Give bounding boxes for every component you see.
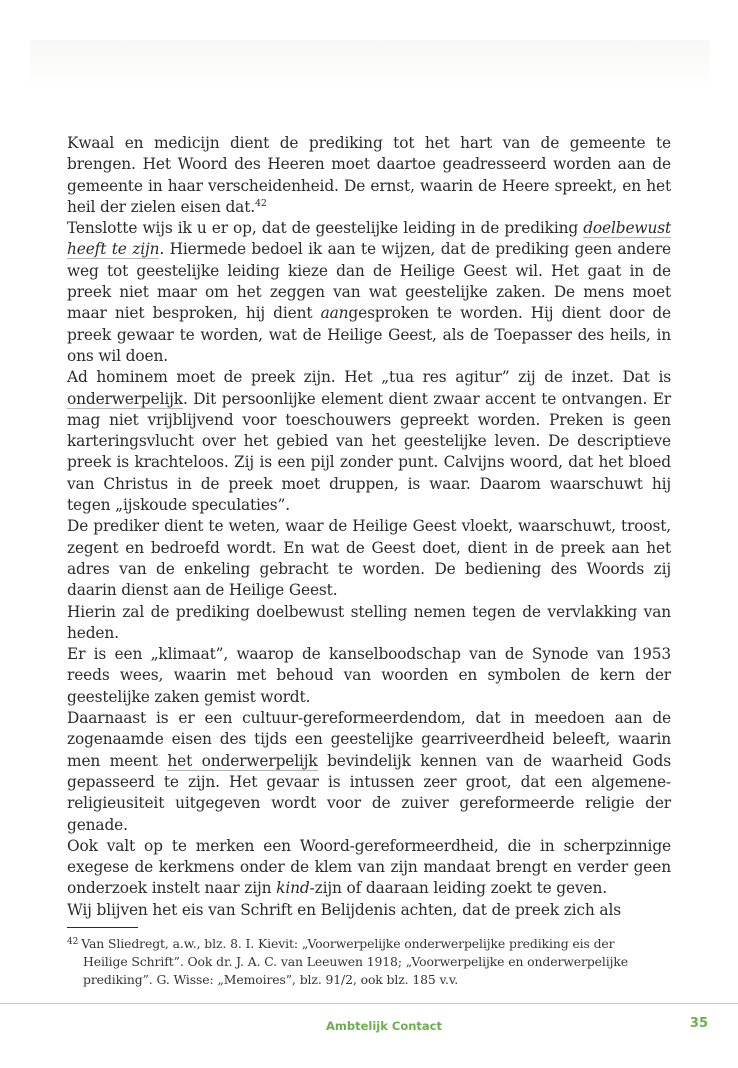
paragraph-1: [67, 133, 671, 218]
paragraph-text: ” zij de inzet. Dat is: [501, 368, 671, 387]
footnote-number: 42: [67, 937, 79, 947]
paragraph-6: Er is een „klimaat”, waarop de kanselboodschap van de Synode van 1953 reeds wees, waarin met behoud van woorden en symbolen de kern der geestelijke zaken gemist wordt.: [67, 645, 671, 706]
footnote-ref[interactable]: 42: [255, 197, 267, 209]
footer-divider: [0, 1003, 738, 1004]
footnote-text: Van Sliedregt, a.w., blz. 8. I. Kievit: „Voorwerpelijke onderwerpelijke prediking eis der: [81, 936, 615, 951]
paragraph-4: De prediker dient te weten, waar de Heilige Geest vloekt, waarschuwt, troost, zegent en bedroefd wordt. En wat de Geest doet, dient in de preek aan het adres van de enkeling gebracht te worden. De bediening des Woords zij daarin dienst aan de Heilige Geest.: [67, 517, 671, 600]
paragraph-8: [67, 836, 671, 900]
underlined-onderwerpelijk: onderwerpelijk: [67, 389, 183, 408]
paragraph-7: [67, 708, 671, 836]
page-body: [67, 133, 671, 921]
footnote-line-2: Heilige Schrift”. Ook dr. J. A. C. van Leeuwen 1918; „Voorwerpelijke en onderwerpelijke: [83, 954, 629, 969]
paragraph-9: Wij blijven het eis van Schrift en Belijdenis achten, dat de preek zich als: [67, 900, 621, 919]
paragraph-text: . Hiermede bedoel ik aan te wijzen, dat de prediking geen andere weg tot geestelijke leiding kieze dan de Heilige Geest wil. Het gaat in de preek niet maar om het zeggen van wat geestelijke zaken. De mens moet maar niet besproken, hij dient: [67, 240, 671, 323]
footnote-line-1: [67, 935, 671, 953]
footer-publication-title: Ambtelijk Contact: [326, 1019, 442, 1033]
emphasis-aan: aan: [320, 304, 349, 323]
paragraph-text: . Dit persoonlijke element dient zwaar accent te ontvangen. Er mag niet vrijblijvend voor toeschouwers gepreekt worden. Preken is geen karteringsvlucht over het gebied van het geestelijke leven. De descriptieve preek is krachteloos. Zij is een pijl zonder punt. Calvijns woord, dat het bloed van Christus in de preek moet druppen, is waar. Daarom waarschuwt hij tegen „ijskoude speculaties”.: [67, 389, 671, 515]
paragraph-text: gesproken te worden. Hij dient door de preek gewaar te worden, wat de Heilige Geest, als de Toepasser des heils, in ons wil doen.: [67, 304, 671, 365]
scan-shading: [30, 40, 710, 90]
emphasis-doelbewust: doelbewust heeft te zijn: [67, 219, 671, 259]
paragraph-5: Hierin zal de prediking doelbewust stelling nemen tegen de vervlakking van heden.: [67, 602, 671, 642]
paragraph-text: bevindelijk kennen van de waarheid Gods gepasseerd te zijn. Het gevaar is intussen zeer groot, dat een algemene-religieusiteit uitgegeven wordt voor de zuiver gereformeerde religie der genade.: [67, 751, 671, 834]
latin-phrase: tua res agitur: [389, 368, 502, 387]
page-number: 35: [689, 1016, 708, 1031]
paragraph-text: -zijn of daaraan leiding zoekt te geven.: [309, 879, 607, 898]
paragraph-text: Ook valt op te merken een Woord-gereformeerdheid, die in scherpzinnige exegese de kerkmens onder de klem van zijn mandaat brengt en verder geen onderzoek instelt naar zijn: [67, 836, 671, 898]
paragraph-text: Ad hominem moet de preek zijn. Het „: [67, 368, 390, 387]
paragraph-text: Kwaal en medicijn dient de prediking tot het hart van de gemeente te brengen. Het Woord des Heeren moet daartoe geadresseerd worden aan de gemeente in haar verscheidenheid. De ernst, waarin de Heere spreekt, en het heil der zielen eisen dat.: [67, 134, 671, 216]
emphasis-kind: kind: [276, 879, 310, 898]
paragraph-2: [67, 218, 671, 367]
paragraph-text: Daarnaast is er een cultuur-gereformeerdendom, dat in meedoen aan de zogenaamde eisen des tijds een geestelijke gearriveerdheid beleeft, waarin men meent: [67, 709, 671, 770]
footnote: [67, 935, 671, 989]
footnote-divider: [67, 927, 138, 928]
paragraph-text: Tenslotte wijs ik u er op, dat de geestelijke leiding in de prediking: [67, 219, 584, 238]
footnote-line-3: prediking”. G. Wisse: „Memoires”, blz. 91/2, ook blz. 185 v.v.: [83, 972, 459, 987]
underlined-onderwerpelijk: het onderwerpelijk: [167, 751, 318, 770]
paragraph-3: [67, 367, 671, 516]
